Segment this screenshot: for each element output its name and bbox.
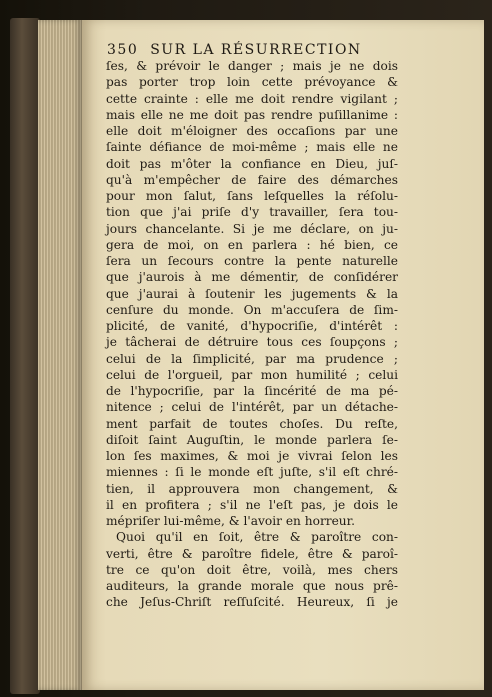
text-line: pour mon ſalut, ſans leſquelles la réſolu- — [106, 189, 398, 203]
text-line: jours chancelante. Si je me déclare, on ju- — [106, 221, 398, 236]
text-line: tien, il approuvera mon changement, & — [106, 481, 398, 496]
text-line: verti, être & paroître fidele, être & paroî- — [106, 546, 398, 561]
book-cover-spine — [10, 18, 40, 694]
text-line: plicité, de vanité, d'hypocriſie, d'intérêt : — [106, 319, 398, 333]
text-line: miennes : ſi le monde eſt juſte, s'il eſt chré- — [106, 465, 398, 480]
text-line: nitence ; celui de l'intérêt, par un détache- — [106, 400, 398, 415]
text-line: que j'aurai à ſoutenir les jugements & la — [106, 286, 398, 301]
text-line: celui de l'orgueil, par mon humilité ; celui — [106, 367, 398, 382]
text-line: Quoi qu'il en ſoit, être & paroître con- — [116, 530, 398, 545]
text-line: lon ſes maximes, & moi je vivrai ſelon les — [106, 449, 398, 463]
text-line: qu'à m'empêcher de faire des démarches — [106, 172, 398, 187]
text-line: ſainte défiance de moi-même ; mais elle ne — [106, 140, 398, 155]
page-number: 350 — [107, 42, 139, 58]
text-line: doit pas m'ôter la confiance en Dieu, juſ- — [106, 156, 398, 171]
text-line: tion que j'ai priſe d'y travailler, ſera tou- — [106, 205, 398, 220]
text-line: che Jeſus-Chriſt reſſuſcité. Heureux, ſi je — [106, 595, 398, 610]
text-line: cette crainte : elle me doit rendre vigilant ; — [106, 91, 398, 106]
text-line: gera de moi, on en parlera : hé bien, ce — [106, 237, 398, 252]
body-text — [106, 58, 398, 611]
text-line: ſera un ſecours contre la pente naturelle — [106, 254, 398, 268]
text-line: celui de la ſimplicité, par ma prudence ; — [106, 351, 398, 366]
running-title: SUR LA RÉSURRECTION — [150, 42, 362, 58]
text-line: elle doit m'éloigner des occaſions par une — [106, 124, 398, 138]
text-line: que j'aurois à me démentir, de conſidérer — [106, 270, 398, 285]
text-line: mépriſer lui-même, & l'avoir en horreur. — [106, 514, 356, 528]
text-line: il en profitera ; s'il ne l'eſt pas, je dois le — [106, 497, 398, 512]
text-line: pas porter trop loin cette prévoyance & — [106, 75, 398, 90]
text-line: ment parfait de toutes choſes. Du reſte, — [106, 416, 398, 431]
text-line: tre ce qu'on doit être, voilà, mes chers — [106, 562, 398, 577]
page-edges — [38, 20, 82, 690]
text-line: cenſure du monde. On m'accuſera de ſim- — [106, 302, 398, 317]
text-line: mais elle ne me doit pas rendre puſillanime : — [106, 107, 398, 122]
text-line: je tâcherai de détruire tous ces ſoupçons ; — [106, 335, 398, 350]
text-line: ſes, & prévoir le danger ; mais je ne dois — [106, 59, 398, 73]
text-line: diſoit ſaint Auguſtin, le monde parlera ſe- — [106, 432, 398, 447]
page-header — [107, 42, 397, 58]
text-line: auditeurs, la grande morale que nous prê- — [106, 579, 398, 593]
text-line: de l'hypocriſie, par la ſincérité de ma pé- — [106, 384, 398, 398]
